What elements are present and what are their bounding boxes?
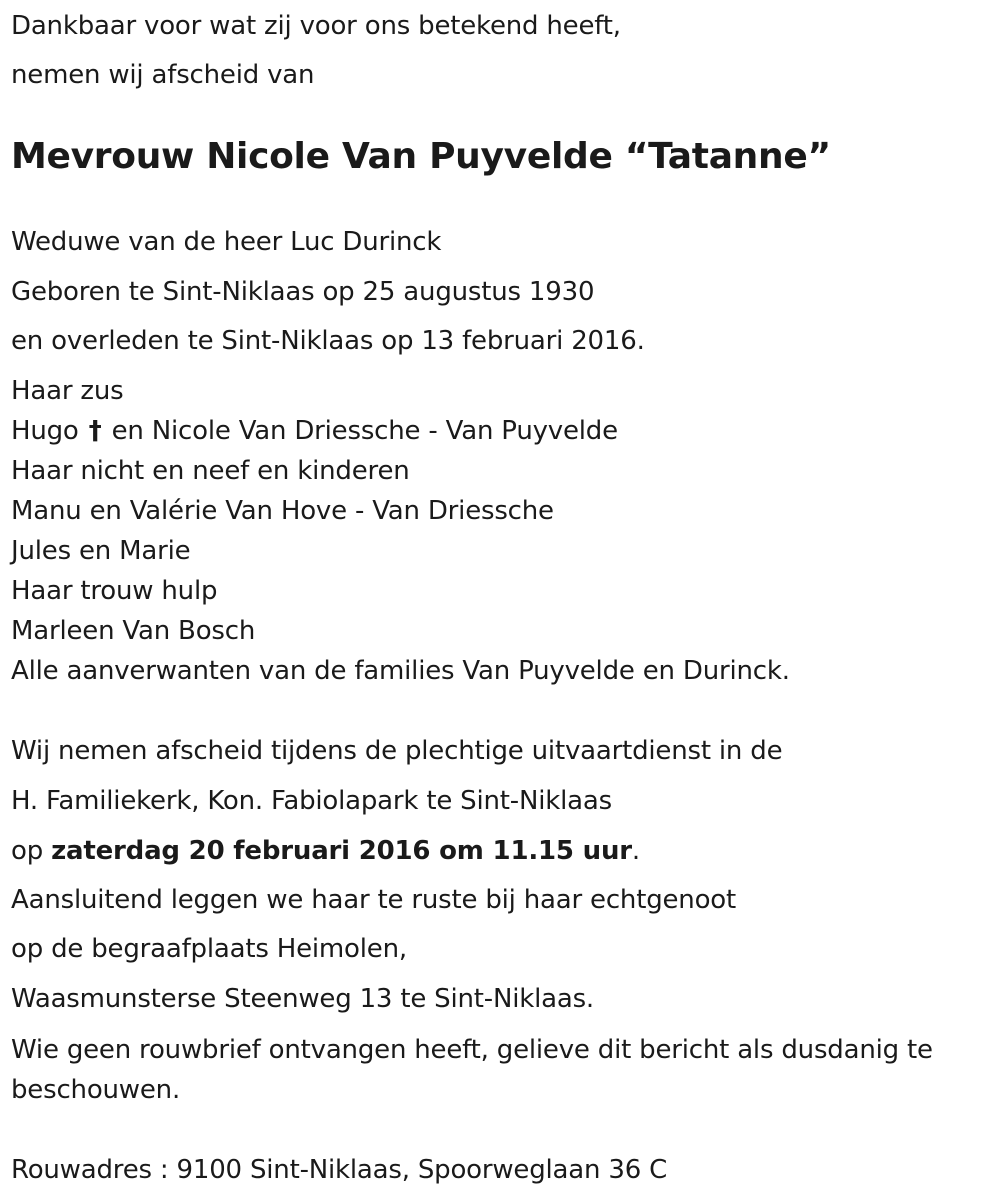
mourning-address: Rouwadres : 9100 Sint-Niklaas, Spoorweglaan 36 C	[11, 1155, 668, 1185]
intro-line-1: Dankbaar voor wat zij voor ons betekend heeft,	[11, 11, 621, 41]
helper-label: Haar trouw hulp	[11, 576, 218, 606]
death-line: en overleden te Sint-Niklaas op 13 februari 2016.	[11, 326, 645, 356]
intro-line-2: nemen wij afscheid van	[11, 60, 315, 90]
niece-names: Manu en Valérie Van Hove - Van Driessche	[11, 496, 554, 526]
sister-name-first: Hugo	[11, 416, 79, 446]
service-date-time: zaterdag 20 februari 2016 om 11.15 uur	[51, 836, 632, 866]
service-line-1: Wij nemen afscheid tijdens de plechtige uitvaartdienst in de	[11, 736, 783, 766]
notice-text: Wie geen rouwbrief ontvangen heeft, gelieve dit bericht als dusdanig te beschouwen.	[11, 1035, 933, 1105]
widow-line: Weduwe van de heer Luc Durinck	[11, 227, 442, 257]
niece-label: Haar nicht en neef en kinderen	[11, 456, 410, 486]
sister-names	[11, 415, 618, 447]
relatives-line: Alle aanverwanten van de families Van Puyvelde en Durinck.	[11, 656, 790, 686]
children-names: Jules en Marie	[11, 536, 191, 566]
burial-line-2: op de begraafplaats Heimolen,	[11, 934, 407, 964]
birth-line: Geboren te Sint-Niklaas op 25 augustus 1930	[11, 277, 595, 307]
helper-name: Marleen Van Bosch	[11, 616, 256, 646]
sister-name-rest: en Nicole Van Driessche - Van Puyvelde	[111, 416, 618, 446]
cross-icon: †	[88, 416, 102, 446]
service-line-2: H. Familiekerk, Kon. Fabiolapark te Sint-Niklaas	[11, 786, 612, 816]
deceased-name: Mevrouw Nicole Van Puyvelde “Tatanne”	[11, 136, 831, 177]
service-date-suffix: .	[631, 836, 640, 866]
service-date	[11, 835, 640, 867]
sister-label: Haar zus	[11, 376, 124, 406]
service-date-prefix: op	[11, 836, 44, 866]
burial-line-1: Aansluitend leggen we haar te ruste bij haar echtgenoot	[11, 885, 736, 915]
burial-line-3: Waasmunsterse Steenweg 13 te Sint-Niklaas.	[11, 984, 594, 1014]
